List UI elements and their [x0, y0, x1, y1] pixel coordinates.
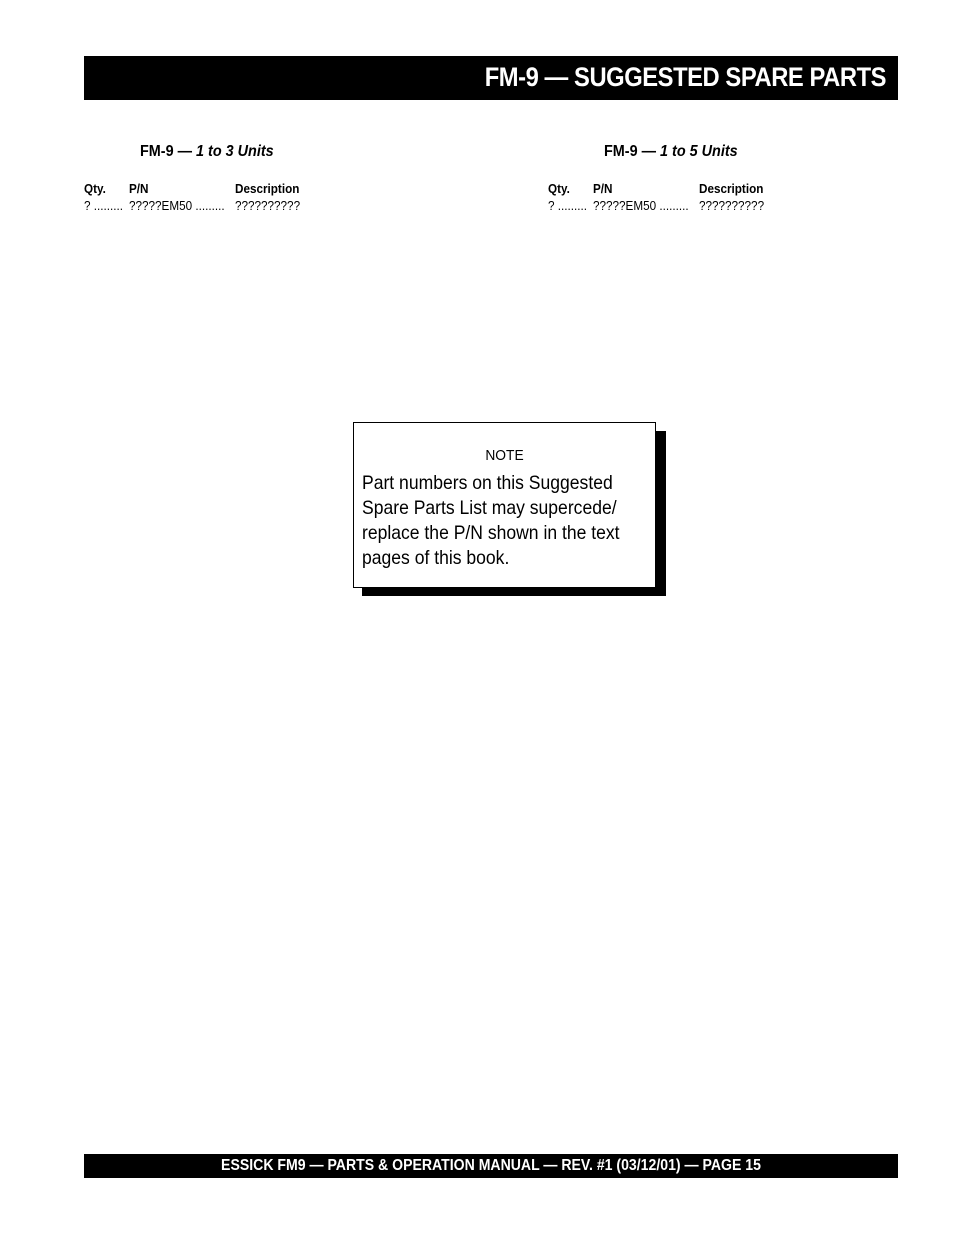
qty-header: Qty. [84, 181, 106, 196]
page-footer-bar [84, 1154, 898, 1178]
note-title: NOTE [485, 447, 524, 464]
page-header-bar [84, 56, 898, 100]
note-line: pages of this book. [362, 547, 510, 569]
parts-list-1-to-5-units [548, 140, 808, 214]
description-header: Description [699, 181, 764, 196]
note-line: Spare Parts List may supercede/ [362, 497, 617, 519]
pn-header: P/N [129, 181, 149, 196]
qty-cell: ? ......... [84, 198, 124, 213]
table-header [548, 180, 808, 197]
heading-prefix: FM-9 — [140, 143, 193, 160]
description-cell: ?????????? [699, 198, 765, 213]
table-row [548, 197, 808, 214]
note-box [353, 422, 656, 588]
heading-units: 1 to 5 Units [660, 143, 738, 160]
pn-cell: ?????EM50 ......... [129, 198, 225, 213]
parts-list-heading [140, 140, 324, 164]
description-header: Description [235, 181, 300, 196]
page-title: FM-9 — SUGGESTED SPARE PARTS [484, 62, 886, 92]
heading-prefix: FM-9 — [604, 143, 657, 160]
qty-cell: ? ......... [548, 198, 588, 213]
parts-list-heading [604, 140, 788, 164]
table-row [84, 197, 344, 214]
page-footer-text: ESSICK FM9 — PARTS & OPERATION MANUAL — REV. #1 (03/12/01) — PAGE 15 [221, 1157, 761, 1174]
note-line: replace the P/N shown in the text [362, 522, 620, 544]
pn-cell: ?????EM50 ......... [593, 198, 689, 213]
note-body [362, 471, 632, 571]
description-cell: ?????????? [235, 198, 301, 213]
heading-units: 1 to 3 Units [196, 143, 274, 160]
qty-header: Qty. [548, 181, 570, 196]
note-line: Part numbers on this Suggested [362, 472, 613, 494]
parts-list-1-to-3-units [84, 140, 344, 214]
pn-header: P/N [593, 181, 613, 196]
table-header [84, 180, 344, 197]
